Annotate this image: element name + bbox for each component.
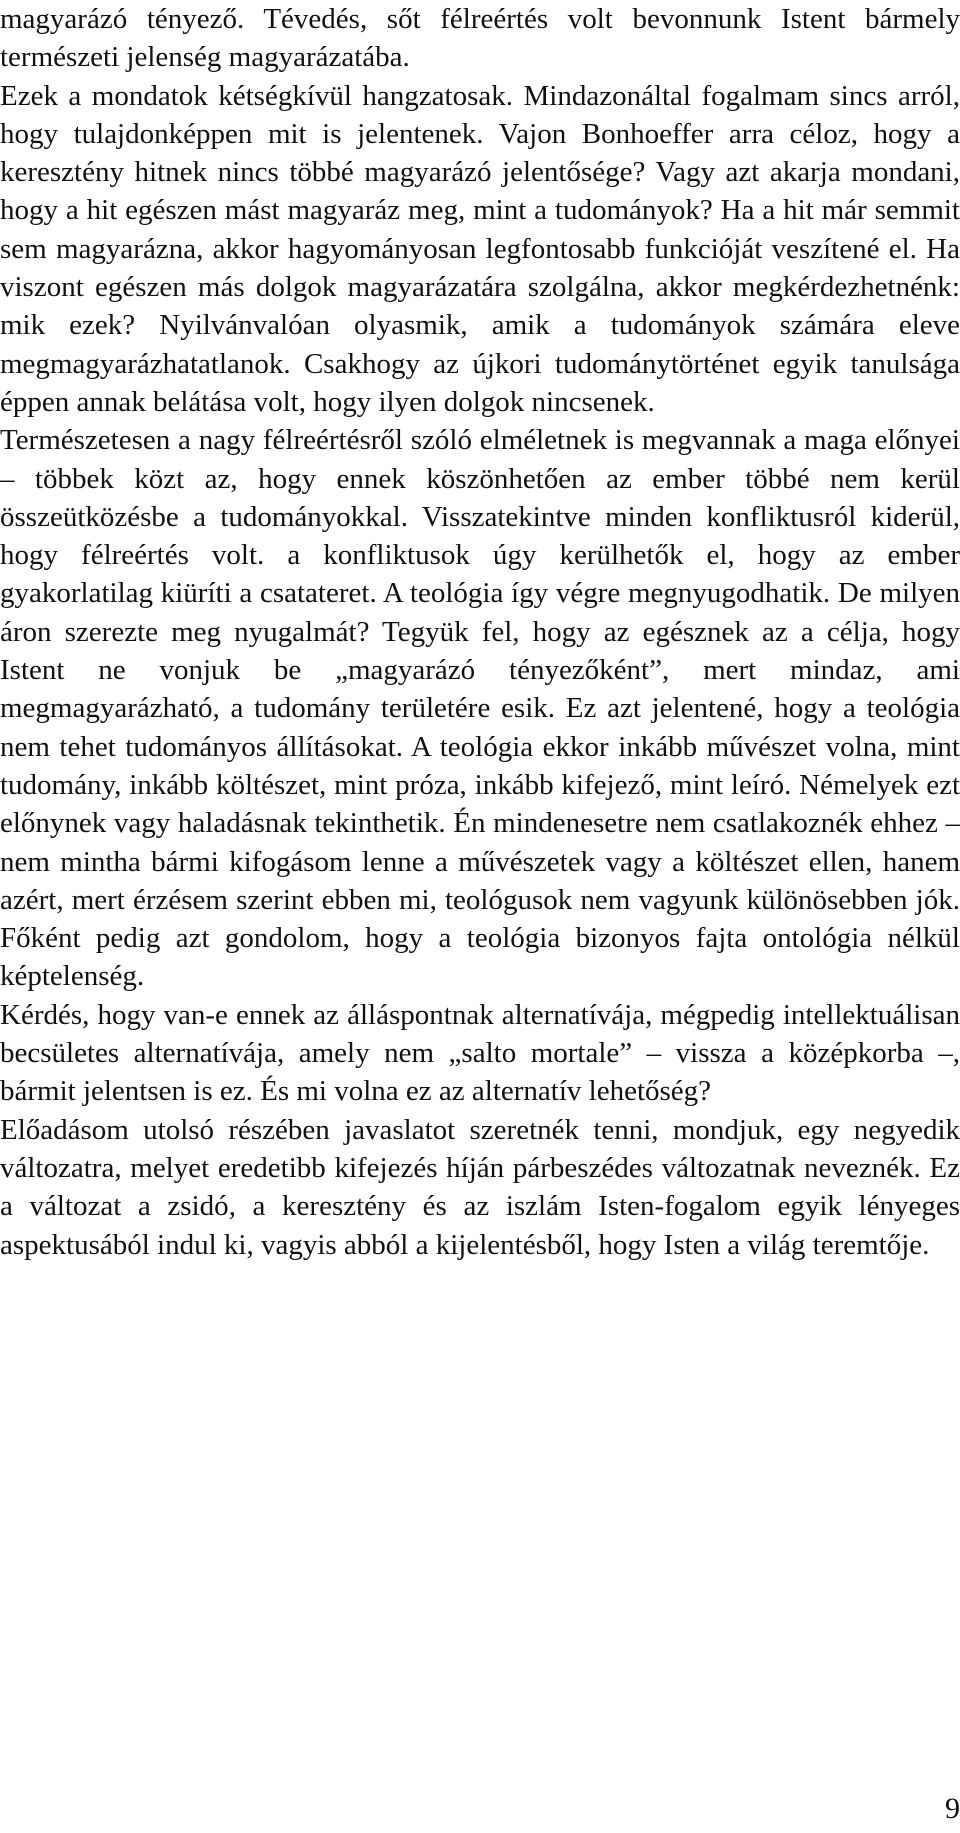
paragraph-1: magyarázó tényező. Tévedés, sőt félreértés volt bevonnunk Istent bármely természeti jelenség magyarázatába.: [0, 3, 960, 74]
paragraph-4: Kérdés, hogy van-e ennek az álláspontnak alternatívája, mégpedig intellektuálisan becsületes alternatívája, amely nem „salto mortale” – vissza a középkorba –, bármit jelentsen is ez. És mi volna ez az alternatív lehetőség?: [0, 998, 960, 1108]
paragraph-5: Előadásom utolsó részében javaslatot szeretnék tenni, mondjuk, egy negyedik változatra, melyet eredetibb kifejezés híján párbeszédes változatnak neveznék. Ez a változat a zsidó, a keresztény és az iszlám Isten-fogalom egyik lényeges aspektusából indul ki, vagyis abból a kijelentésből, hogy Isten a világ teremtője.: [0, 1113, 960, 1261]
paragraph-2: Ezek a mondatok kétségkívül hangzatosak. Mindazonáltal fogalmam sincs arról, hogy tulajdonképpen mit is jelentenek. Vajon Bonhoeffer arra céloz, hogy a keresztény hitnek nincs többé magyarázó jelentősége? Vagy azt akarja mondani, hogy a hit egészen mást magyaráz meg, mint a tudományok? Ha a hit már semmit sem magyarázna, akkor hagyományosan legfontosabb funkcióját veszítené el. Ha viszont egészen más dolgok magyarázatára szolgálna, akkor megkérdezhetnénk: mik ezek? Nyilvánvalóan olyasmik, amik a tudományok számára eleve megmagyarázhatatlanok. Csakhogy az újkori tudománytörténet egyik tanulsága éppen annak belátása volt, hogy ilyen dolgok nincsenek.: [0, 79, 960, 418]
page-number: 9: [945, 1792, 960, 1825]
paragraph-3: Természetesen a nagy félreértésről szóló elméletnek is megvannak a maga előnyei – többek közt az, hogy ennek köszönhetően az ember többé nem kerül összeütközésbe a tudományokkal. Visszatekintve minden konfliktusról kiderül, hogy félreértés volt. a konfliktusok úgy kerülhetők el, hogy az ember gyakorlatilag kiüríti a csatateret. A teológia így végre megnyugodhatik. De milyen áron szerezte meg nyugalmát? Tegyük fel, hogy az egésznek az a célja, hogy Istent ne vonjuk be „magyarázó tényezőként”, mert mindaz, ami megmagyarázható, a tudomány területére esik. Ez azt jelentené, hogy a teológia nem tehet tudományos állításokat. A teológia ekkor inkább művészet volna, mint tudomány, inkább költészet, mint próza, inkább kifejező, mint leíró. Némelyek ezt előnynek vagy haladásnak tekinthetik. Én mindenesetre nem csatlakoznék ehhez – nem mintha bármi kifogásom lenne a művészetek vagy a költészet ellen, hanem azért, mert érzésem szerint ebben mi, teológusok nem vagyunk különösebben jók. Főként pedig azt gondolom, hogy a teológia bizonyos fajta ontológia nélkül képtelenség.: [0, 424, 960, 993]
